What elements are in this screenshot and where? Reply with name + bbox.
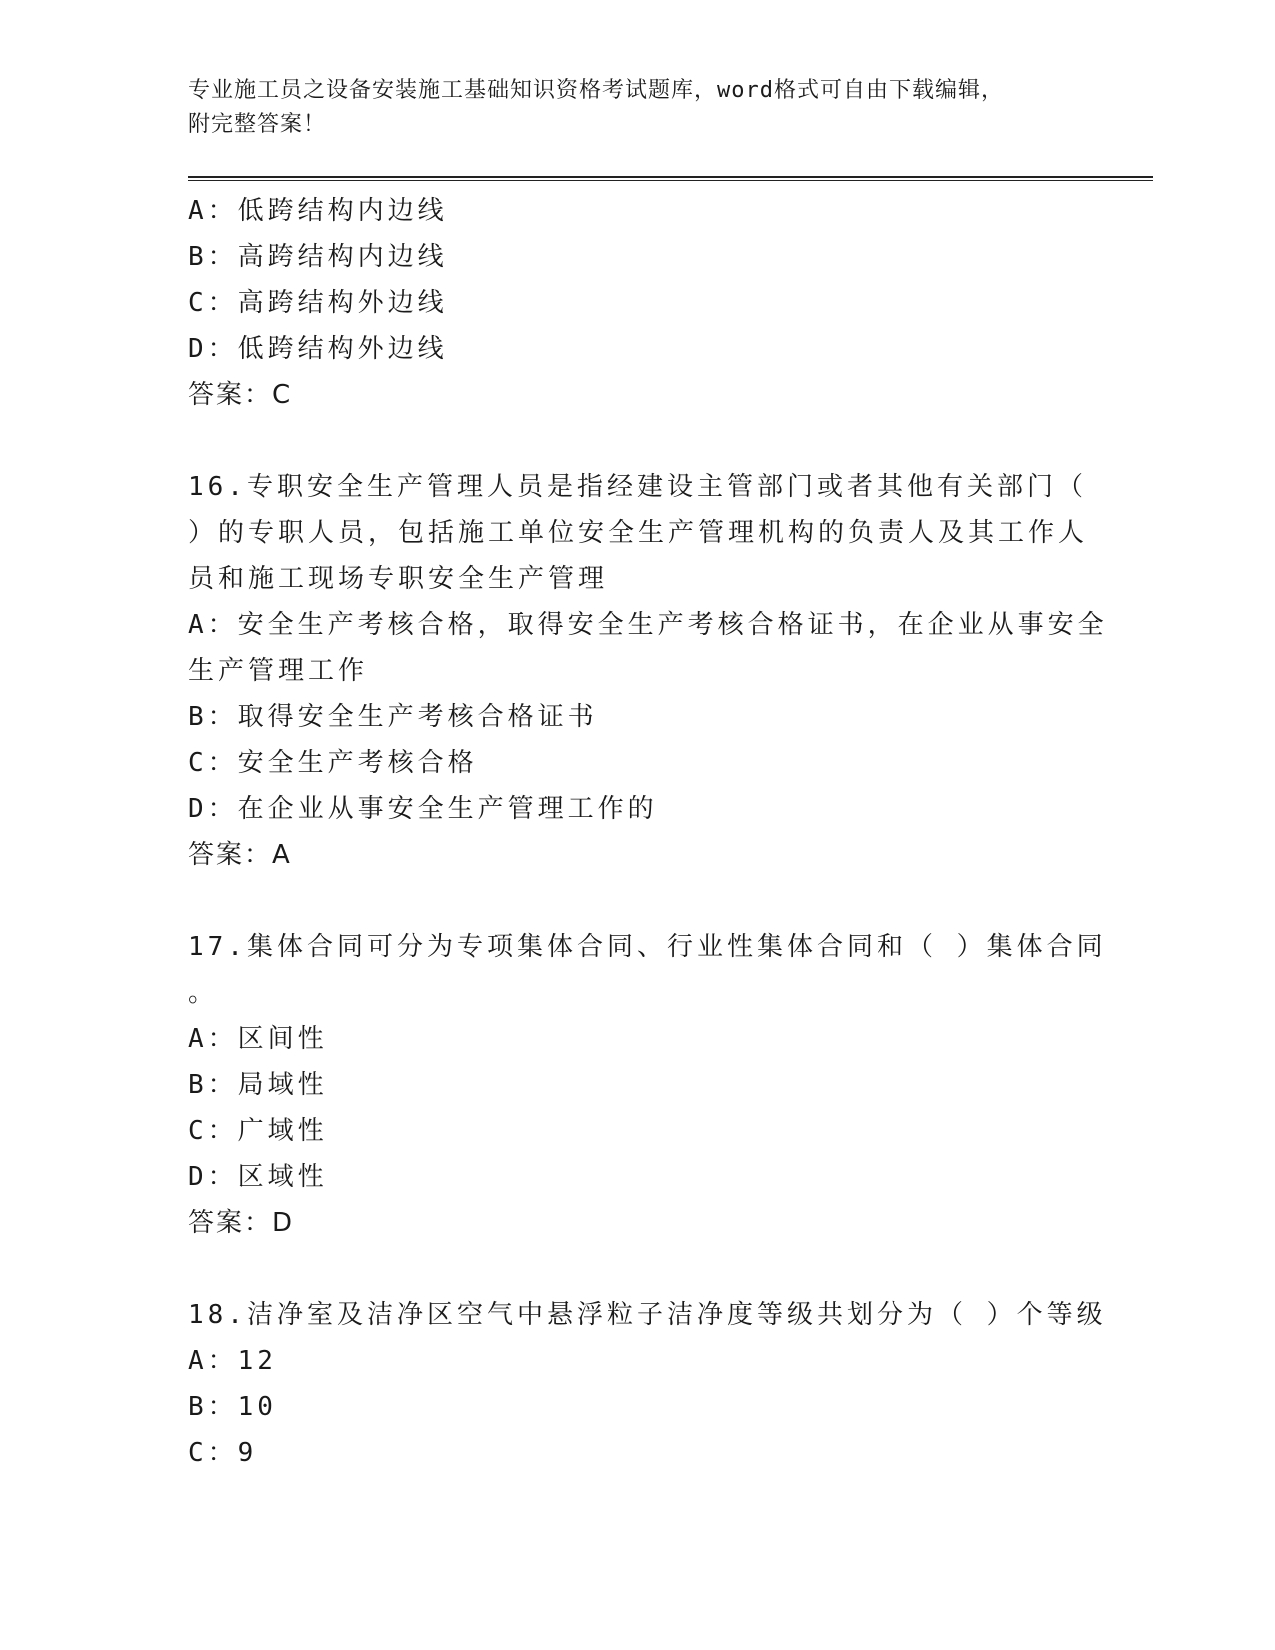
option-d: D：低跨结构外边线 <box>188 334 448 364</box>
question-text-line: 17.集体合同可分为专项集体合同、行业性集体合同和（ ）集体合同 <box>188 932 1107 962</box>
option-b: B：取得安全生产考核合格证书 <box>188 702 598 732</box>
option-d: D：在企业从事安全生产管理工作的 <box>188 794 658 824</box>
question-list <box>188 188 1108 1476</box>
question-text-line: ）的专职人员，包括施工单位安全生产管理机构的负责人及其工作人 <box>188 518 1089 548</box>
answer-line: 答案：D <box>188 1208 295 1238</box>
spacer <box>188 1246 1088 1292</box>
option-a-continued: 生产管理工作 <box>188 656 369 686</box>
option-c: C：广域性 <box>188 1116 328 1146</box>
option-b: B：高跨结构内边线 <box>188 242 448 272</box>
document-header <box>188 74 1088 142</box>
answer-line: 答案：C <box>188 380 293 410</box>
option-b: B：10 <box>188 1392 277 1422</box>
option-d: D：区域性 <box>188 1162 328 1192</box>
option-c: C：安全生产考核合格 <box>188 748 478 778</box>
option-c: C：高跨结构外边线 <box>188 288 448 318</box>
question-16 <box>188 464 1108 878</box>
question-15 <box>188 188 1088 418</box>
question-text-line: 。 <box>188 978 219 1008</box>
option-a: A：12 <box>188 1346 277 1376</box>
spacer <box>188 878 1088 924</box>
question-text-line: 16.专职安全生产管理人员是指经建设主管部门或者其他有关部门（ <box>188 472 1087 502</box>
option-a: A：区间性 <box>188 1024 328 1054</box>
spacer <box>188 418 1088 464</box>
question-18 <box>188 1292 1107 1476</box>
question-17 <box>188 924 1107 1246</box>
header-line-1: 专业施工员之设备安装施工基础知识资格考试题库，word格式可自由下载编辑， <box>188 78 1004 103</box>
question-text-line: 员和施工现场专职安全生产管理 <box>188 564 609 594</box>
option-c: C：9 <box>188 1438 258 1468</box>
question-text-line: 18.洁净室及洁净区空气中悬浮粒子洁净度等级共划分为（ ）个等级 <box>188 1300 1107 1330</box>
answer-line: 答案：A <box>188 840 292 870</box>
option-b: B：局域性 <box>188 1070 328 1100</box>
header-line-2: 附完整答案！ <box>188 112 327 137</box>
header-divider <box>188 176 1153 181</box>
option-a: A：安全生产考核合格，取得安全生产考核合格证书，在企业从事安全 <box>188 610 1108 640</box>
option-a: A：低跨结构内边线 <box>188 196 448 226</box>
